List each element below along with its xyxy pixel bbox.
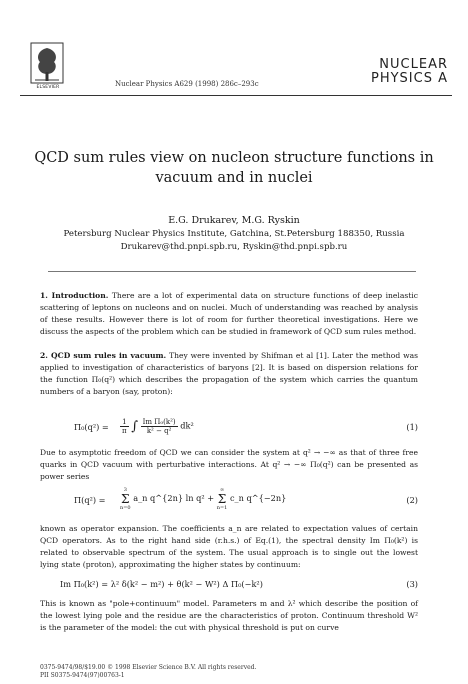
sum-icon: Σ [121, 492, 130, 506]
eq1-prefactor: $\frac{1}{\pi}$ [122, 418, 127, 435]
footer-line-2: PII S0375-9474(97)00763-1 [40, 672, 125, 679]
abstract-separator [48, 271, 416, 272]
equation-3 [40, 575, 418, 597]
sum-icon: Σ [217, 492, 227, 506]
eq1-denominator: k² − q² [146, 427, 172, 435]
eq3-body: Im Π₀(k²) = λ² δ(k² − m²) + θ(k² − W²) Δ Π₀(−k²) [60, 579, 263, 589]
journal-name [371, 58, 448, 86]
eq1-lhs: Π₀(q²) = [74, 422, 109, 432]
title-line-1: QCD sum rules view on nucleon structure functions in [34, 150, 434, 166]
eq1-fraction [141, 418, 178, 435]
asymptotic-paragraph: Due to asymptotic freedom of QCD we can consider the system at q² → −∞ as that of three free quarks in QCD vacuum with perturbative interactions. At q² → −∞ Π₀(q²) can be presented as power series [40, 448, 418, 482]
integral-icon: ∫ [131, 419, 138, 434]
equation-1 [40, 418, 418, 440]
footer-line-1: 0375-9474/98/$19.00 © 1998 Elsevier Science B.V. All rights reserved. [40, 664, 257, 671]
copyright-footer [40, 664, 256, 680]
eq2-lhs: Π(q²) = [74, 495, 106, 505]
intro-text: There are a lot of experimental data on structure functions of deep inelastic scattering of leptons on nucleons and on nuclei. Much of understanding was reached by analysis of these results. However there is lot of room for further theoretical investigations. Here we discuss the aspects of the problem which can be studied in framework of QCD sum rules method. [40, 291, 418, 337]
eq2-sum1-top: 3 [123, 487, 127, 493]
journal-citation: Nuclear Physics A629 (1998) 286c–293c [115, 80, 259, 88]
journal-name-line1: NUCLEAR [379, 57, 448, 72]
eq1-number: (1) [406, 422, 418, 432]
eq3-number: (3) [406, 579, 418, 589]
intro-heading: 1. Introduction. [40, 291, 109, 300]
affiliation: Petersburg Nuclear Physics Institute, Gatchina, St.Petersburg 188350, Russia [63, 229, 405, 239]
qcd-paragraph [40, 350, 418, 398]
eq2-sum2-bottom: n=1 [216, 505, 228, 511]
eq1-rhs [120, 418, 194, 435]
header-rule [20, 95, 452, 96]
authors: E.G. Drukarev, M.G. Ryskin [168, 215, 300, 226]
title-line-2: vacuum and in nuclei [155, 170, 313, 186]
qcd-text: They were invented by Shifman et al [1]. Later the method was applied to investigation of characteristics of baryons [2]. It is based on dispersion relations for the function Π₀(q²) which describes the propagation of the system which carries the quantum numbers of a baryon (say, proton): [40, 351, 418, 397]
pole-continuum-paragraph: This is known as "pole+continuum" model. Parameters m and λ² which describe the position of the lowest lying pole and the residue are the characteristics of proton. Continuum threshold W² is the parameter of the model: the cut with physical threshold is put on curve [40, 599, 418, 633]
eq2-sum1-bottom: n=0 [120, 505, 131, 511]
equation-2 [40, 487, 418, 515]
qcd-heading: 2. QCD sum rules in vacuum. [40, 351, 167, 360]
journal-name-line2: PHYSICS A [371, 71, 448, 86]
publisher-label: ELSEVIER [36, 85, 60, 90]
eq2-number: (2) [406, 495, 418, 505]
author-emails: Drukarev@thd.pnpi.spb.ru, Ryskin@thd.pnpi.spb.ru [120, 242, 348, 252]
intro-paragraph [40, 290, 418, 338]
eq2-sum2-top: ∞ [219, 487, 225, 493]
affiliation-block [18, 228, 450, 254]
eq2-sum1 [120, 487, 131, 511]
eq1-numerator: Im Π₀(k²) [142, 418, 176, 426]
eq2-rhs [120, 487, 286, 511]
eq1-tail: dk² [180, 420, 194, 431]
operator-expansion-paragraph: known as operator expansion. The coefficients a_n are related to expectation values of certain QCD operators. As to the right hand side (r.h.s.) of Eq.(1), the spectral density Im Π₀(k²) is related to observable spectrum of the system. The usual approach is to single out the lowest lying state (proton), approximating the higher states by continuum: [40, 524, 418, 570]
eq2-sum2 [217, 487, 228, 511]
paper-title [20, 148, 448, 188]
eq2-term2: c_n q^{−2n} [229, 493, 287, 503]
eq2-term1: a_n q^{2n} ln q² + [133, 493, 215, 503]
